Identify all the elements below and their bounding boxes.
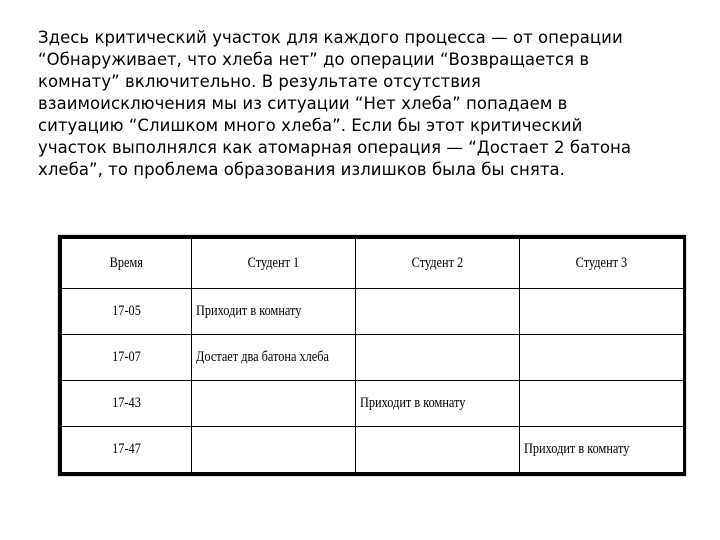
student-3-cell [520, 335, 684, 381]
student-3-cell [520, 289, 684, 335]
time-cell: 17-05 [62, 289, 192, 335]
table-row [62, 381, 684, 427]
time-cell: 17-43 [62, 381, 192, 427]
paragraph-line: ситуацию “Слишком много хлеба”. Если бы этот критический [38, 116, 583, 135]
student-1-cell: Приходит в комнату [192, 289, 356, 335]
paragraph-line: Здесь критический участок для каждого процесса — от операции [38, 28, 623, 47]
student-2-cell [356, 289, 520, 335]
table-row [62, 335, 684, 381]
header-student-3: Студент 3 [520, 239, 684, 289]
student-1-cell [192, 381, 356, 427]
paragraph-line: хлеба”, то проблема образования излишков была бы снята. [38, 160, 565, 179]
student-3-cell: Приходит в комнату [520, 427, 684, 473]
paragraph-line: комнату” включительно. В результате отсутствия [38, 72, 481, 91]
student-3-cell [520, 381, 684, 427]
paragraph-line: “Обнаруживает, что хлеба нет” до операции “Возвращается в [38, 50, 590, 69]
table-row [62, 289, 684, 335]
header-student-2: Студент 2 [356, 239, 520, 289]
paragraph-line: взаимоисключения мы из ситуации “Нет хлеба” попадаем в [38, 94, 568, 113]
explanation-paragraph [38, 27, 698, 181]
student-2-cell [356, 427, 520, 473]
student-1-cell: Достает два батона хлеба [192, 335, 356, 381]
time-cell: 17-47 [62, 427, 192, 473]
student-1-cell [192, 427, 356, 473]
table-row [62, 427, 684, 473]
table-header-row [62, 239, 684, 289]
header-student-1: Студент 1 [192, 239, 356, 289]
time-cell: 17-07 [62, 335, 192, 381]
schedule-table-image [58, 235, 686, 476]
header-time: Время [62, 239, 192, 289]
paragraph-line: участок выполнялся как атомарная операция — “Достает 2 батона [38, 138, 632, 157]
student-2-cell: Приходит в комнату [356, 381, 520, 427]
student-2-cell [356, 335, 520, 381]
schedule-table [61, 238, 684, 473]
